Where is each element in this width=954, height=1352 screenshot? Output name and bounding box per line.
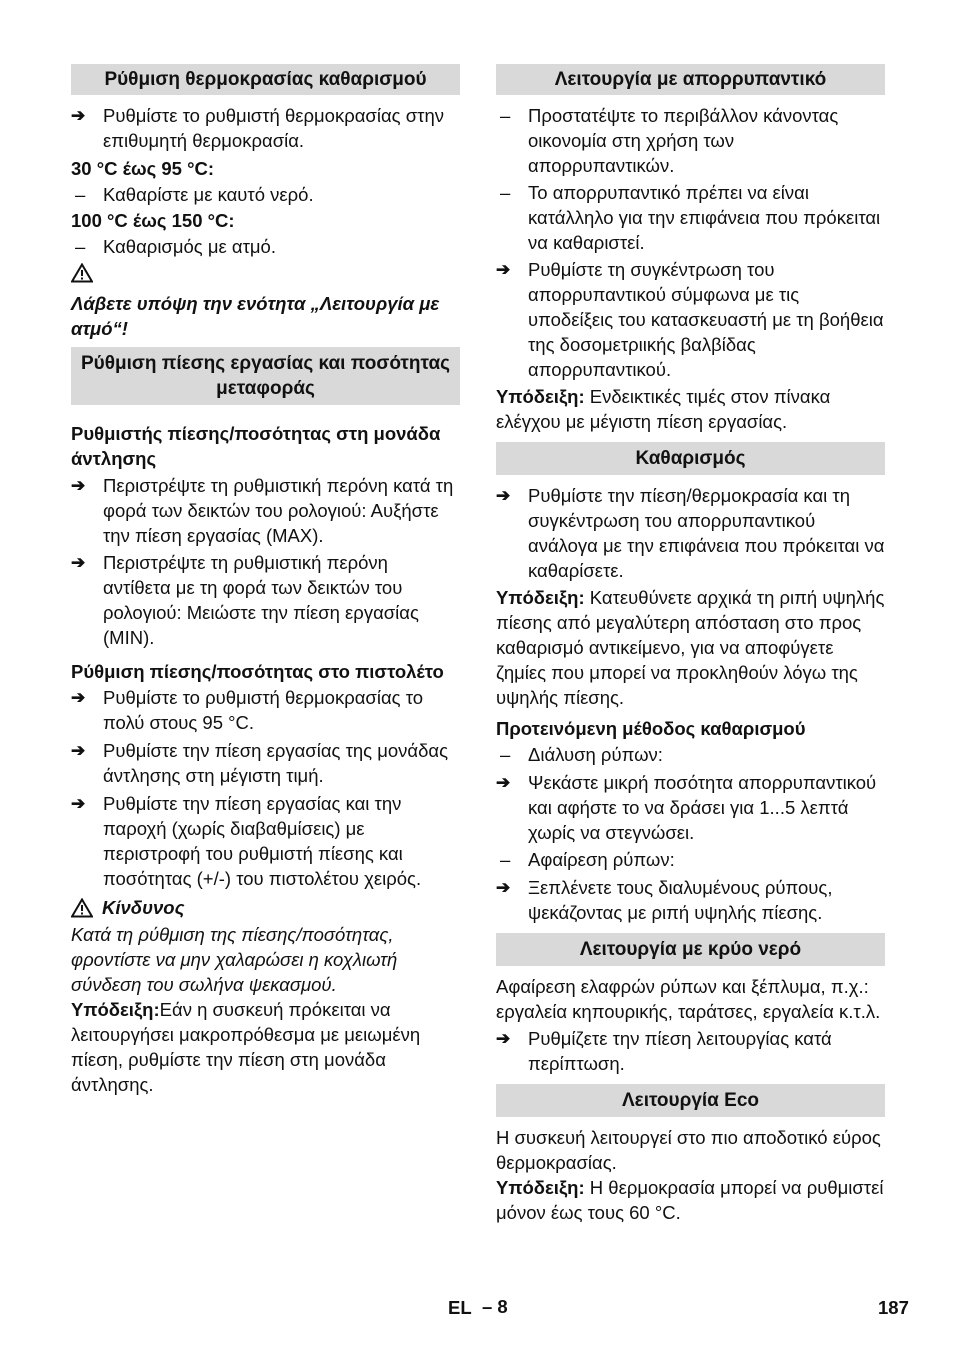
arrow-icon: ➔ — [71, 553, 86, 572]
arrow-icon: ➔ — [496, 486, 511, 505]
gun-step-1: ➔ Ρυθμίστε το ρυθμιστή θερμοκρασίας το πολύ στους 95 °C. — [71, 687, 424, 733]
eco-note: Υπόδειξη: Η θερμοκρασία μπορεί να ρυθμιστεί μόνον έως τους 60 °C. — [496, 1177, 884, 1223]
range2-item: – Καθαρισμός με ατμό. — [71, 234, 460, 259]
section-heading-cleaning: Καθαρισμός — [496, 442, 885, 475]
pump-subheading: Ρυθμιστής πίεσης/ποσότητας στη μονάδα άντλησης — [71, 423, 441, 469]
cleaning-note: Υπόδειξη: Κατευθύνετε αρχικά τη ριπή υψηλής πίεσης από μεγαλύτερη απόσταση στο προς καθαρισμό αντικείμενο, για να αποφύγετε ζημίες που μπορεί να προκληθούν λόγω της υψηλής πίεσης. — [496, 587, 885, 708]
method-dash-1: – Διάλυση ρύπων: — [496, 742, 885, 767]
dash-icon: – — [500, 744, 511, 765]
section-heading-temperature: Ρύθμιση θερμοκρασίας καθαρισμού — [71, 64, 460, 95]
warning-icon — [71, 898, 93, 918]
pump-step-1: ➔ Περιστρέψτε τη ρυθμιστική περόνη κατά τη φορά των δεικτών του ρολογιού: Αυξήστε την πίεση εργασίας (MAX). — [71, 475, 454, 546]
section-heading-pressure: Ρύθμιση πίεσης εργασίας και ποσότητας μεταφοράς — [71, 347, 460, 405]
pump-step-2: ➔ Περιστρέψτε τη ρυθμιστική περόνη αντίθετα με τη φορά των δεικτών του ρολογιού: Μειώστε την πίεση εργασίας (MIN). — [71, 552, 419, 648]
right-column — [496, 64, 885, 1225]
arrow-icon: ➔ — [71, 688, 86, 707]
dash-icon: – — [75, 184, 86, 205]
section-heading-cold-water: Λειτουργία με κρύο νερό — [496, 933, 885, 966]
arrow-icon: ➔ — [496, 1029, 511, 1048]
range2-label: 100 °C έως 150 °C: — [71, 210, 235, 231]
footer-page-number: 187 — [878, 1297, 909, 1318]
dash-icon: – — [75, 236, 86, 257]
warning-icon — [71, 263, 460, 289]
eco-text: Η συσκευή λειτουργεί στο πιο αποδοτικό εύρος θερμοκρασίας. — [496, 1127, 881, 1173]
arrow-icon: ➔ — [71, 106, 86, 125]
cold-water-text: Αφαίρεση ελαφρών ρύπων και ξέπλυμα, π.χ.: εργαλεία κηπουρικής, ταράτσες, εργαλεία κ.τ.λ. — [496, 976, 881, 1022]
danger-text: Κατά τη ρύθμιση της πίεσης/ποσότητας, φροντίστε να μην χαλαρώσει η κοχλιωτή σύνδεση του σωλήνα ψεκασμού. — [71, 924, 398, 995]
range1-item: – Καθαρίστε με καυτό νερό. — [71, 182, 460, 207]
detergent-dash-2: – Το απορρυπαντικό πρέπει να είναι κατάλληλο για την επιφάνεια που πρόκειται να καθαριστεί. — [496, 180, 885, 255]
dash-icon: – — [500, 849, 511, 870]
steam-note: Λάβετε υπόψη την ενότητα „Λειτουργία με ατμό“! — [71, 293, 440, 339]
pump-note: Υπόδειξη:Εάν η συσκευή πρόκειται να λειτουργήσει μακροπρόθεσμα με μειωμένη πίεση, ρυθμίστε την πίεση στη μονάδα άντλησης. — [71, 999, 421, 1095]
cold-water-step: ➔ Ρυθμίζετε την πίεση λειτουργίας κατά περίπτωση. — [496, 1028, 832, 1074]
gun-step-3: ➔ Ρυθμίστε την πίεση εργασίας και την παροχή (χωρίς διαβαθμίσεις) με περιστροφή του ρυθμιστή πίεσης και ποσότητας (+/-) του πιστολέτου χειρός. — [71, 793, 422, 889]
method-dash-2: – Αφαίρεση ρύπων: — [496, 847, 885, 872]
dash-icon: – — [500, 182, 511, 203]
footer-section-page: – 8 — [482, 1296, 508, 1317]
method-subheading: Προτεινόμενη μέθοδος καθαρισμού — [496, 718, 806, 739]
temperature-step: ➔ Ρυθμίστε το ρυθμιστή θερμοκρασίας στην επιθυμητή θερμοκρασία. — [71, 105, 444, 151]
gun-subheading: Ρύθμιση πίεσης/ποσότητας στο πιστολέτο — [71, 661, 444, 682]
section-heading-detergent: Λειτουργία με απορρυπαντικό — [496, 64, 885, 95]
range1-label: 30 °C έως 95 °C: — [71, 158, 214, 179]
arrow-icon: ➔ — [496, 773, 511, 792]
arrow-icon: ➔ — [71, 476, 86, 495]
method-step-1: ➔ Ψεκάστε μικρή ποσότητα απορρυπαντικού και αφήστε το να δράσει για 1...5 λεπτά χωρίς να στεγνώσει. — [496, 772, 877, 843]
arrow-icon: ➔ — [71, 794, 86, 813]
detergent-step: ➔ Ρυθμίστε τη συγκέντρωση του απορρυπαντικού σύμφωνα με τις υποδείξεις του κατασκευαστή με τη βοήθεια της δοσομετριικής βαλβίδας απορρυπαντικού. — [496, 259, 884, 380]
danger-heading: Κίνδυνος — [71, 895, 460, 920]
arrow-icon: ➔ — [496, 260, 511, 279]
method-step-2: ➔ Ξεπλένετε τους διαλυμένους ρύπους, ψεκάζοντας με ριπή υψηλής πίεσης. — [496, 877, 833, 923]
cleaning-step: ➔ Ρυθμίστε την πίεση/θερμοκρασία και τη συγκέντρωση του απορρυπαντικού ανάλογα με την επιφάνεια που πρόκειται να καθαρίσετε. — [496, 485, 885, 581]
gun-step-2: ➔ Ρυθμίστε την πίεση εργασίας της μονάδας άντλησης στη μέγιστη τιμή. — [71, 740, 449, 786]
detergent-dash-1: – Προστατέψτε το περιβάλλον κάνοντας οικονομία στη χρήση των απορρυπαντικών. — [496, 103, 885, 178]
left-column — [71, 64, 460, 1097]
dash-icon: – — [500, 105, 511, 126]
arrow-icon: ➔ — [71, 741, 86, 760]
footer-language: EL — [448, 1297, 472, 1318]
arrow-icon: ➔ — [496, 878, 511, 897]
detergent-note: Υπόδειξη: Ενδεικτικές τιμές στον πίνακα ελέγχου με μέγιστη πίεση εργασίας. — [496, 386, 831, 432]
section-heading-eco: Λειτουργία Eco — [496, 1084, 885, 1117]
